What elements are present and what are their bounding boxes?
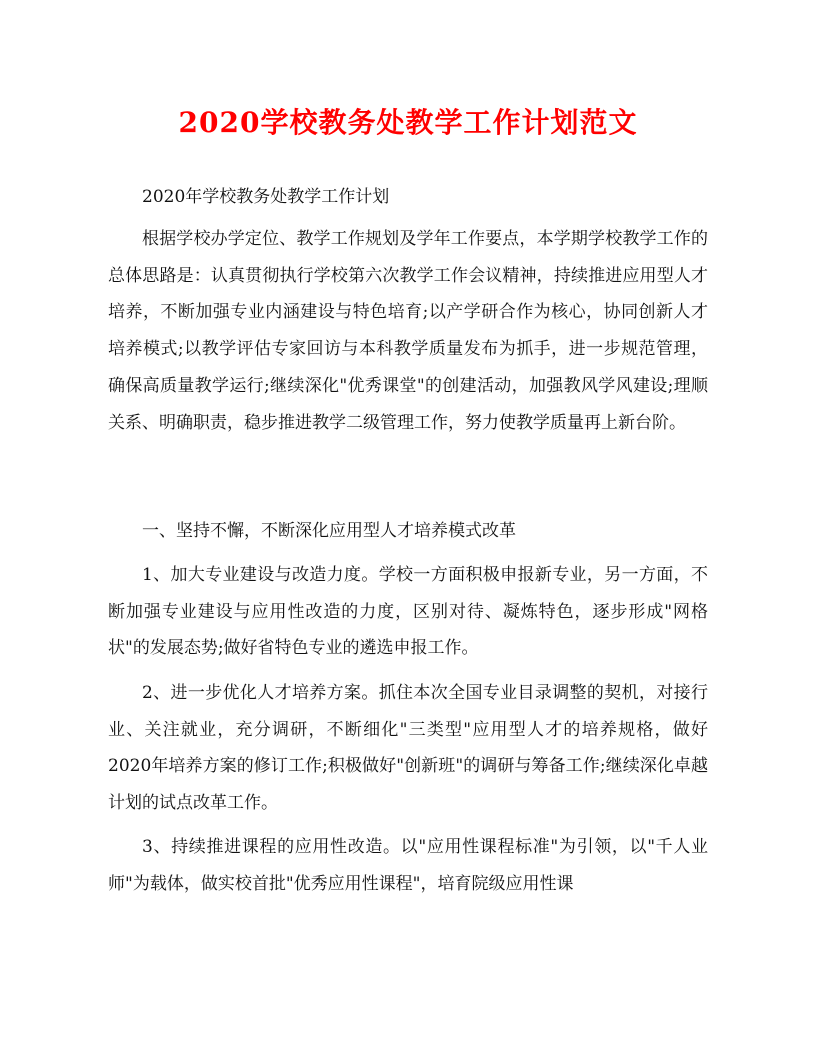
paragraph-overview: 根据学校办学定位、教学工作规划及学年工作要点，本学期学校教学工作的总体思路是：认真贯彻执行学校第六次教学工作会议精神，持续推进应用型人才培养，不断加强专业内涵建设与特色培育;以产学研合作为核心，协同创新人才培养模式;以教学评估专家回访与本科教学质量发布为抓手，进一步规范管理，确保高质量教学运行;继续深化"优秀课堂"的创建活动，加强教风学风建设;理顺关系、明确职责，稳步推进教学二级管理工作，努力使教学质量再上新台阶。 — [108, 229, 708, 433]
paragraph-item-1: 1、加大专业建设与改造力度。学校一方面积极申报新专业，另一方面，不断加强专业建设与应用性改造的力度，区别对待、凝炼特色，逐步形成"网格状"的发展态势;做好省特色专业的遴选申报工作。 — [108, 565, 708, 659]
paragraph-item-2: 2、进一步优化人才培养方案。抓住本次全国专业目录调整的契机，对接行业、关注就业，充分调研，不断细化"三类型"应用型人才的培养规格，做好2020年培养方案的修订工作;积极做好"创新班"的调研与筹备工作;继续深化卓越计划的试点改革工作。 — [108, 683, 708, 814]
paragraph-subtitle: 2020年学校教务处教学工作计划 — [142, 187, 390, 207]
document-title: 2020学校教务处教学工作计划范文 — [178, 106, 638, 139]
paragraph-section-heading: 一、坚持不懈，不断深化应用型人才培养模式改革 — [142, 521, 516, 541]
paragraph-item-3: 3、持续推进课程的应用性改造。以"应用性课程标准"为引领，以"千人业师"为载体，做实校首批"优秀应用性课程"，培育院级应用性课 — [108, 837, 708, 894]
